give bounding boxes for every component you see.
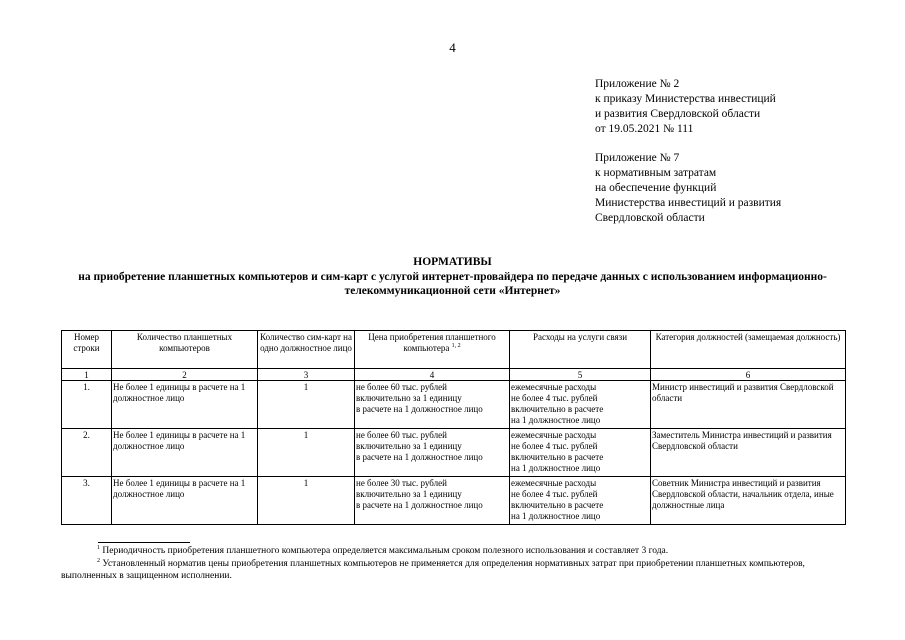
row-number: 2. [62,429,112,477]
document-title: НОРМАТИВЫ [413,256,492,268]
column-number: 6 [651,369,846,381]
header-cell-text: Цена приобретения планшетного компьютера [368,332,496,353]
appendix-7-line: на обеспечение функций [595,182,717,194]
comm-line: включительно в расчете [511,452,604,462]
appendix-2-line: Приложение № 2 [595,78,680,90]
footnote-mark: 2 [97,557,100,564]
appendix-2-block [595,77,895,137]
header-cell-price [355,331,510,369]
price-line: в расчете на 1 должностное лицо [356,500,483,510]
price-line: в расчете на 1 должностное лицо [356,404,483,414]
tablets-cell: Не более 1 единицы в расчете на 1 должностное лицо [112,477,258,525]
page-number: 4 [449,40,456,55]
comm-cell [510,381,651,429]
appendix-7-line: Министерства инвестиций и развития [595,197,782,209]
header-cell: Номер строки [62,331,112,369]
comm-line: не более 4 тыс. рублей [511,393,598,403]
comm-line: на 1 должностное лицо [511,463,601,473]
appendix-7-line: к нормативным затратам [595,167,717,179]
price-cell [355,429,510,477]
column-number: 1 [62,369,112,381]
price-line: не более 30 тыс. рублей [356,478,447,488]
price-cell [355,477,510,525]
sims-cell: 1 [258,429,355,477]
table-row [62,477,846,525]
appendix-7-line: Свердловской области [595,212,705,224]
column-number: 2 [112,369,258,381]
price-line: включительно за 1 единицу [356,489,462,499]
footnote-mark: 1 [97,544,100,551]
comm-line: включительно в расчете [511,404,604,414]
header-cell: Расходы на услуги связи [510,331,651,369]
comm-line: на 1 должностное лицо [511,415,601,425]
table-row [62,429,846,477]
comm-line: ежемесячные расходы [511,478,597,488]
appendix-2-line: и развития Свердловской области [595,108,761,120]
table-row [62,381,846,429]
column-number: 5 [510,369,651,381]
header-cell: Количество сим-карт на одно должностное лицо [258,331,355,369]
footnote-text: Установленный норматив цены приобретения планшетных компьютеров не применяется для определения нормативных затрат при приобретении планшетных компьютеров, выполненных в защищенном исполнении. [61,559,805,581]
footnote-text: Периодичность приобретения планшетного компьютера определяется максимальным сроком полезного использования и составляет 3 года. [100,546,669,556]
header-cell: Категория должностей (замещаемая должность) [651,331,846,369]
header-cell: Количество планшетных компьютеров [112,331,258,369]
row-number: 3. [62,477,112,525]
sims-cell: 1 [258,477,355,525]
appendix-2-line: к приказу Министерства инвестиций [595,93,776,105]
category-cell: Заместитель Министра инвестиций и развития Свердловской области [651,429,846,477]
price-line: не более 60 тыс. рублей [356,430,447,440]
document-subtitle: на приобретение планшетных компьютеров и сим-карт с услугой интернет-провайдера по передаче данных с использованием информационно-телекоммуникационной сети «Интернет» [78,271,827,297]
footnote [61,558,851,582]
appendix-7-block [595,151,895,226]
comm-cell [510,477,651,525]
price-line: включительно за 1 единицу [356,393,462,403]
price-line: включительно за 1 единицу [356,441,462,451]
comm-line: не более 4 тыс. рублей [511,489,598,499]
tablets-cell: Не более 1 единицы в расчете на 1 должностное лицо [112,381,258,429]
comm-line: ежемесячные расходы [511,430,597,440]
tablets-cell: Не более 1 единицы в расчете на 1 должностное лицо [112,429,258,477]
footnote [61,545,851,557]
footnote-separator [98,542,190,543]
table-header-row [62,331,846,369]
appendix-7-line: Приложение № 7 [595,152,680,164]
price-line: в расчете на 1 должностное лицо [356,452,483,462]
price-cell [355,381,510,429]
price-line: не более 60 тыс. рублей [356,382,447,392]
column-number-row [62,369,846,381]
comm-cell [510,429,651,477]
appendix-2-line: от 19.05.2021 № 111 [595,123,694,135]
comm-line: на 1 должностное лицо [511,511,601,521]
comm-line: включительно в расчете [511,500,604,510]
row-number: 1. [62,381,112,429]
sims-cell: 1 [258,381,355,429]
comm-line: не более 4 тыс. рублей [511,441,598,451]
category-cell: Советник Министра инвестиций и развития Свердловской области, начальник отдела, иные должностные лица [651,477,846,525]
column-number: 4 [355,369,510,381]
column-number: 3 [258,369,355,381]
category-cell: Министр инвестиций и развития Свердловской области [651,381,846,429]
comm-line: ежемесячные расходы [511,382,597,392]
footnote-ref: 1, 2 [451,343,461,349]
norms-table [61,330,846,525]
